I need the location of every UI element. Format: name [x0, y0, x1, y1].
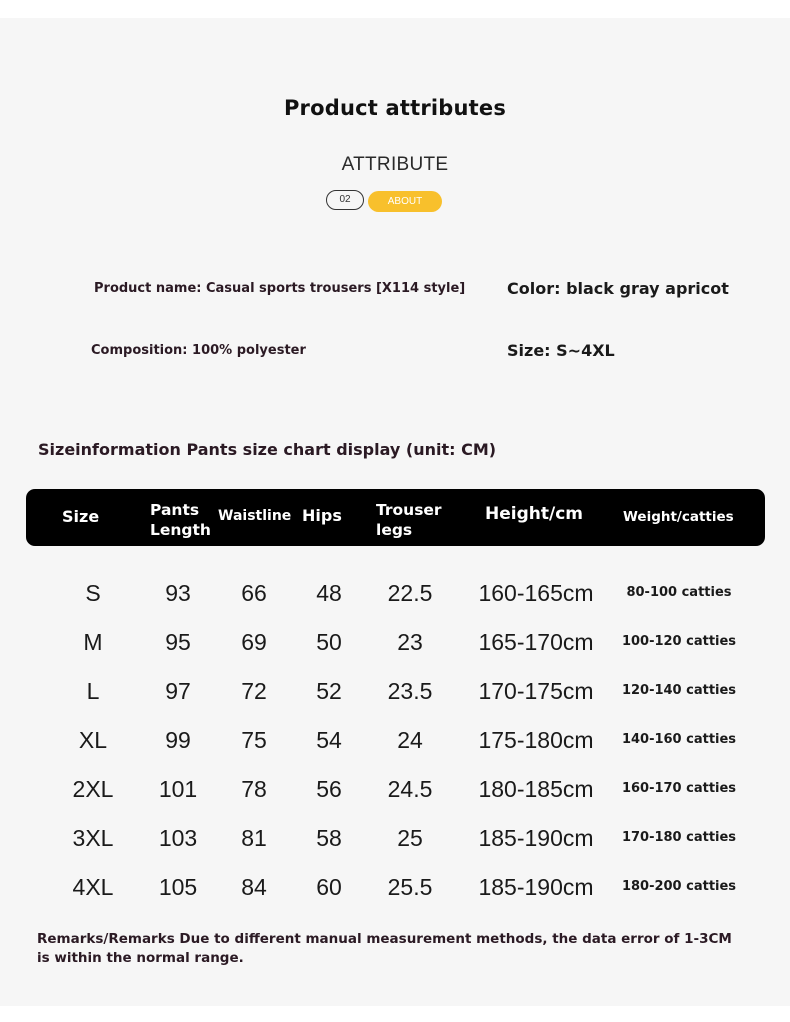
- cell-weight: 140-160 catties: [621, 732, 737, 747]
- column-header-pants-length: Pants Length: [150, 501, 211, 539]
- cell-trouser-legs: 24.5: [387, 776, 433, 802]
- cell-trouser-legs: 23: [397, 629, 423, 655]
- size-chart-heading: Sizeinformation Pants size chart display (unit: CM): [38, 440, 497, 459]
- size-attribute: Size: S~4XL: [507, 341, 615, 360]
- cell-waistline: 84: [241, 874, 267, 900]
- size-table-header: [26, 489, 765, 546]
- column-header-weight: Weight/catties: [623, 509, 734, 525]
- cell-pants-length: 101: [158, 776, 198, 802]
- cell-hips: 48: [316, 580, 342, 606]
- cell-size: 2XL: [72, 776, 114, 802]
- cell-pants-length: 97: [165, 678, 191, 704]
- product-name-attribute: Product name: Casual sports trousers [X114 style]: [94, 281, 466, 296]
- page-title: Product attributes: [283, 96, 507, 120]
- cell-hips: 56: [316, 776, 342, 802]
- product-attributes-panel: [0, 18, 790, 1006]
- cell-hips: 50: [316, 629, 342, 655]
- about-badge: ABOUT: [368, 191, 442, 212]
- cell-weight: 160-170 catties: [621, 781, 737, 796]
- composition-attribute: Composition: 100% polyester: [91, 343, 306, 358]
- cell-hips: 52: [316, 678, 342, 704]
- column-header-height: Height/cm: [485, 504, 583, 524]
- attribute-subtitle: ATTRIBUTE: [341, 154, 449, 175]
- cell-weight: 170-180 catties: [621, 830, 737, 845]
- cell-waistline: 66: [241, 580, 267, 606]
- cell-height: 185-190cm: [478, 825, 594, 851]
- cell-weight: 180-200 catties: [621, 879, 737, 894]
- cell-waistline: 75: [241, 727, 267, 753]
- column-header-trouser-legs: Trouser legs: [376, 501, 442, 539]
- cell-height: 185-190cm: [478, 874, 594, 900]
- cell-height: 160-165cm: [478, 580, 594, 606]
- cell-height: 165-170cm: [478, 629, 594, 655]
- column-header-size: Size: [62, 507, 100, 526]
- cell-hips: 58: [316, 825, 342, 851]
- cell-weight: 120-140 catties: [621, 683, 737, 698]
- column-header-waistline: Waistline: [218, 508, 292, 524]
- cell-pants-length: 105: [158, 874, 198, 900]
- cell-weight: 100-120 catties: [621, 634, 737, 649]
- cell-height: 180-185cm: [478, 776, 594, 802]
- cell-waistline: 81: [241, 825, 267, 851]
- cell-waistline: 72: [241, 678, 267, 704]
- cell-trouser-legs: 25: [397, 825, 423, 851]
- cell-size: S: [85, 580, 101, 606]
- cell-trouser-legs: 24: [397, 727, 423, 753]
- cell-size: 4XL: [72, 874, 114, 900]
- cell-trouser-legs: 23.5: [387, 678, 433, 704]
- cell-size: L: [86, 678, 100, 704]
- cell-pants-length: 99: [165, 727, 191, 753]
- cell-height: 170-175cm: [478, 678, 594, 704]
- cell-size: XL: [78, 727, 108, 753]
- cell-waistline: 69: [241, 629, 267, 655]
- cell-weight: 80-100 catties: [626, 585, 732, 600]
- cell-size: M: [83, 629, 103, 655]
- remarks-note: Remarks/Remarks Due to different manual measurement methods, the data error of 1-3CM is within the normal range.: [37, 931, 732, 966]
- cell-pants-length: 93: [165, 580, 191, 606]
- cell-trouser-legs: 25.5: [387, 874, 433, 900]
- color-attribute: Color: black gray apricot: [507, 279, 729, 298]
- cell-waistline: 78: [241, 776, 267, 802]
- cell-hips: 60: [316, 874, 342, 900]
- cell-pants-length: 95: [165, 629, 191, 655]
- section-number-badge: 02: [326, 190, 364, 210]
- cell-height: 175-180cm: [478, 727, 594, 753]
- cell-hips: 54: [316, 727, 342, 753]
- column-header-hips: Hips: [302, 506, 342, 525]
- cell-trouser-legs: 22.5: [387, 580, 433, 606]
- cell-pants-length: 103: [158, 825, 198, 851]
- cell-size: 3XL: [72, 825, 114, 851]
